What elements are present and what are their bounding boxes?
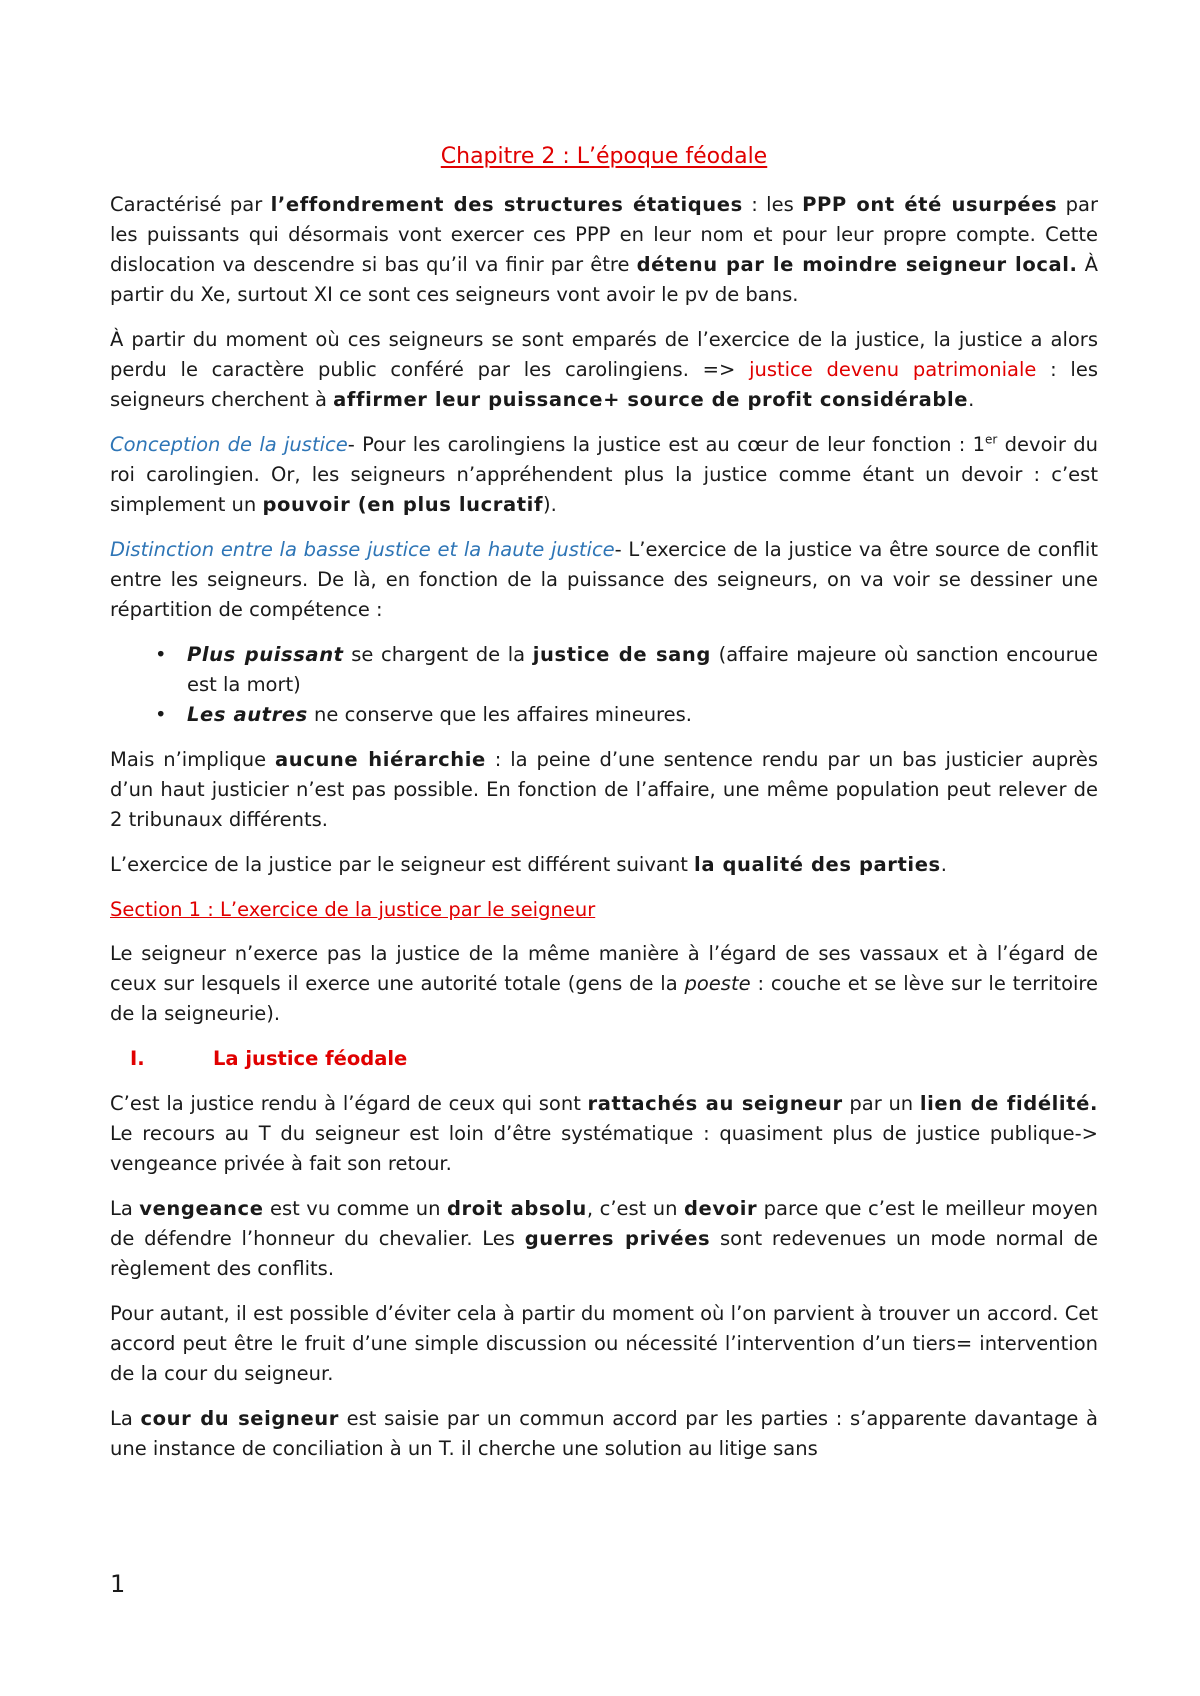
bullet-icon: • xyxy=(155,703,167,726)
text-span: C’est la justice rendu à l’égard de ceux qui sont xyxy=(110,1092,588,1115)
bullet-list xyxy=(110,640,1098,730)
text-span: Mais n’implique xyxy=(110,748,276,771)
heading-number: I. xyxy=(130,1047,145,1070)
bold-italic-span: Plus puissant xyxy=(187,643,344,666)
text-span: par les puissants qui désormais vont exercer ces PPP en leur nom et pour leur propre compte. Cette dislocation va descendre si bas qu’il va finir par être xyxy=(110,193,1098,276)
heading-text: La justice féodale xyxy=(213,1047,408,1070)
italic-span: poeste xyxy=(684,972,751,995)
paragraph-3 xyxy=(110,430,1098,520)
paragraph-9 xyxy=(110,1194,1098,1284)
bold-span: l’effondrement des structures étatiques xyxy=(270,193,743,216)
text-span: - Pour les carolingiens la justice est au cœur de leur fonction : 1 xyxy=(347,433,986,456)
text-span: : les seigneurs cherchent à xyxy=(110,358,1098,411)
text-span: Le recours au T du seigneur est loin d’être systématique : quasiment plus de justice publique-> vengeance privée à fait son retour. xyxy=(110,1122,1098,1175)
paragraph-5 xyxy=(110,745,1098,835)
bold-span: droit absolu xyxy=(446,1197,587,1220)
bold-span: devoir xyxy=(684,1197,758,1220)
bold-span: justice de sang xyxy=(532,643,711,666)
text-span: est vu comme un xyxy=(263,1197,447,1220)
text-span: est saisie par un commun accord par les parties : s’apparente davantage à une instance de conciliation à un T. il cherche une solution au litige sans xyxy=(110,1407,1099,1460)
paragraph-6 xyxy=(110,850,1098,880)
highlight-span: justice devenu patrimoniale xyxy=(749,358,1037,381)
text-span: , c’est un xyxy=(586,1197,684,1220)
text-span: . xyxy=(968,388,975,411)
bold-span: la qualité des parties xyxy=(694,853,941,876)
subtopic-label: Distinction entre la basse justice et la haute justice xyxy=(110,538,615,561)
text-span: Caractérisé par xyxy=(110,193,271,216)
text-span: Le seigneur n’exerce pas la justice de la même manière à l’égard de ses vassaux et à l’égard de ceux sur lesquels il exerce une autorité totale (gens de la xyxy=(110,942,1098,995)
text-span: La xyxy=(110,1197,140,1220)
section-heading: Section 1 : L’exercice de la justice par le seigneur xyxy=(110,898,596,921)
text-span: : couche et se lève sur le territoire de la seigneurie). xyxy=(110,972,1098,1025)
bold-span: aucune hiérarchie xyxy=(275,748,486,771)
list-item xyxy=(110,700,1098,730)
paragraph-2 xyxy=(110,325,1098,415)
text-span: par un xyxy=(842,1092,920,1115)
bold-span: détenu par le moindre seigneur local. xyxy=(636,253,1078,276)
bold-span: PPP ont été usurpées xyxy=(802,193,1058,216)
list-item xyxy=(110,640,1098,700)
text-span: (affaire majeure où sanction encourue est la mort) xyxy=(187,643,1098,696)
text-span: se chargent de la xyxy=(343,643,533,666)
paragraph-1 xyxy=(110,190,1098,310)
paragraph-4 xyxy=(110,535,1098,625)
bold-span: cour du seigneur xyxy=(140,1407,339,1430)
bold-span: rattachés au seigneur xyxy=(587,1092,843,1115)
text-span: À partir du Xe, surtout XI ce sont ces seigneurs vont avoir le pv de bans. xyxy=(110,253,1098,306)
paragraph-11 xyxy=(110,1404,1098,1464)
bold-span: affirmer leur puissance+ source de profit considérable xyxy=(333,388,969,411)
text-span: . xyxy=(940,853,947,876)
text-span: devoir du roi carolingien. Or, les seigneurs n’appréhendent plus la justice comme étant un devoir : c’est simplement un xyxy=(110,433,1098,516)
paragraph-8 xyxy=(110,1089,1098,1179)
text-span: La xyxy=(110,1407,141,1430)
text-span: À partir du moment où ces seigneurs se sont emparés de l’exercice de la justice, la justice a alors perdu le caractère public conféré par les carolingiens. => xyxy=(110,328,1098,381)
bold-span: lien de fidélité. xyxy=(919,1092,1098,1115)
subsection-heading xyxy=(130,1044,1098,1074)
bullet-icon: • xyxy=(155,643,167,666)
bold-span: guerres privées xyxy=(524,1227,711,1250)
text-span: Pour autant, il est possible d’éviter cela à partir du moment où l’on parvient à trouver un accord. Cet accord peut être le fruit d’une simple discussion ou nécessité l’intervention d’un tiers= intervention de la cour du seigneur. xyxy=(110,1302,1098,1385)
bold-span: vengeance xyxy=(139,1197,264,1220)
text-span: ne conserve que les affaires mineures. xyxy=(307,703,693,726)
paragraph-10 xyxy=(110,1299,1098,1389)
text-span: sont redevenues un mode normal de règlement des conflits. xyxy=(110,1227,1098,1280)
text-span: ). xyxy=(543,493,557,516)
chapter-title: Chapitre 2 : L’époque féodale xyxy=(440,144,768,169)
bold-italic-span: Les autres xyxy=(187,703,308,726)
bold-span: pouvoir (en plus lucratif xyxy=(262,493,544,516)
text-span: : les xyxy=(742,193,803,216)
page-number: 1 xyxy=(110,1570,126,1598)
subtopic-label: Conception de la justice xyxy=(110,433,348,456)
text-span: - L’exercice de la justice va être source de conflit entre les seigneurs. De là, en fonction de la puissance des seigneurs, on va voir se dessiner une répartition de compétence : xyxy=(110,538,1098,621)
superscript: er xyxy=(985,432,998,447)
paragraph-7 xyxy=(110,939,1098,1029)
text-span: L’exercice de la justice par le seigneur est différent suivant xyxy=(110,853,695,876)
text-span: parce que c’est le meilleur moyen de défendre l’honneur du chevalier. Les xyxy=(110,1197,1099,1250)
text-span: : la peine d’une sentence rendu par un bas justicier auprès d’un haut justicier n’est pas possible. En fonction de l’affaire, une même population peut relever de 2 tribunaux différents. xyxy=(110,748,1098,831)
document-body xyxy=(110,190,1098,1479)
